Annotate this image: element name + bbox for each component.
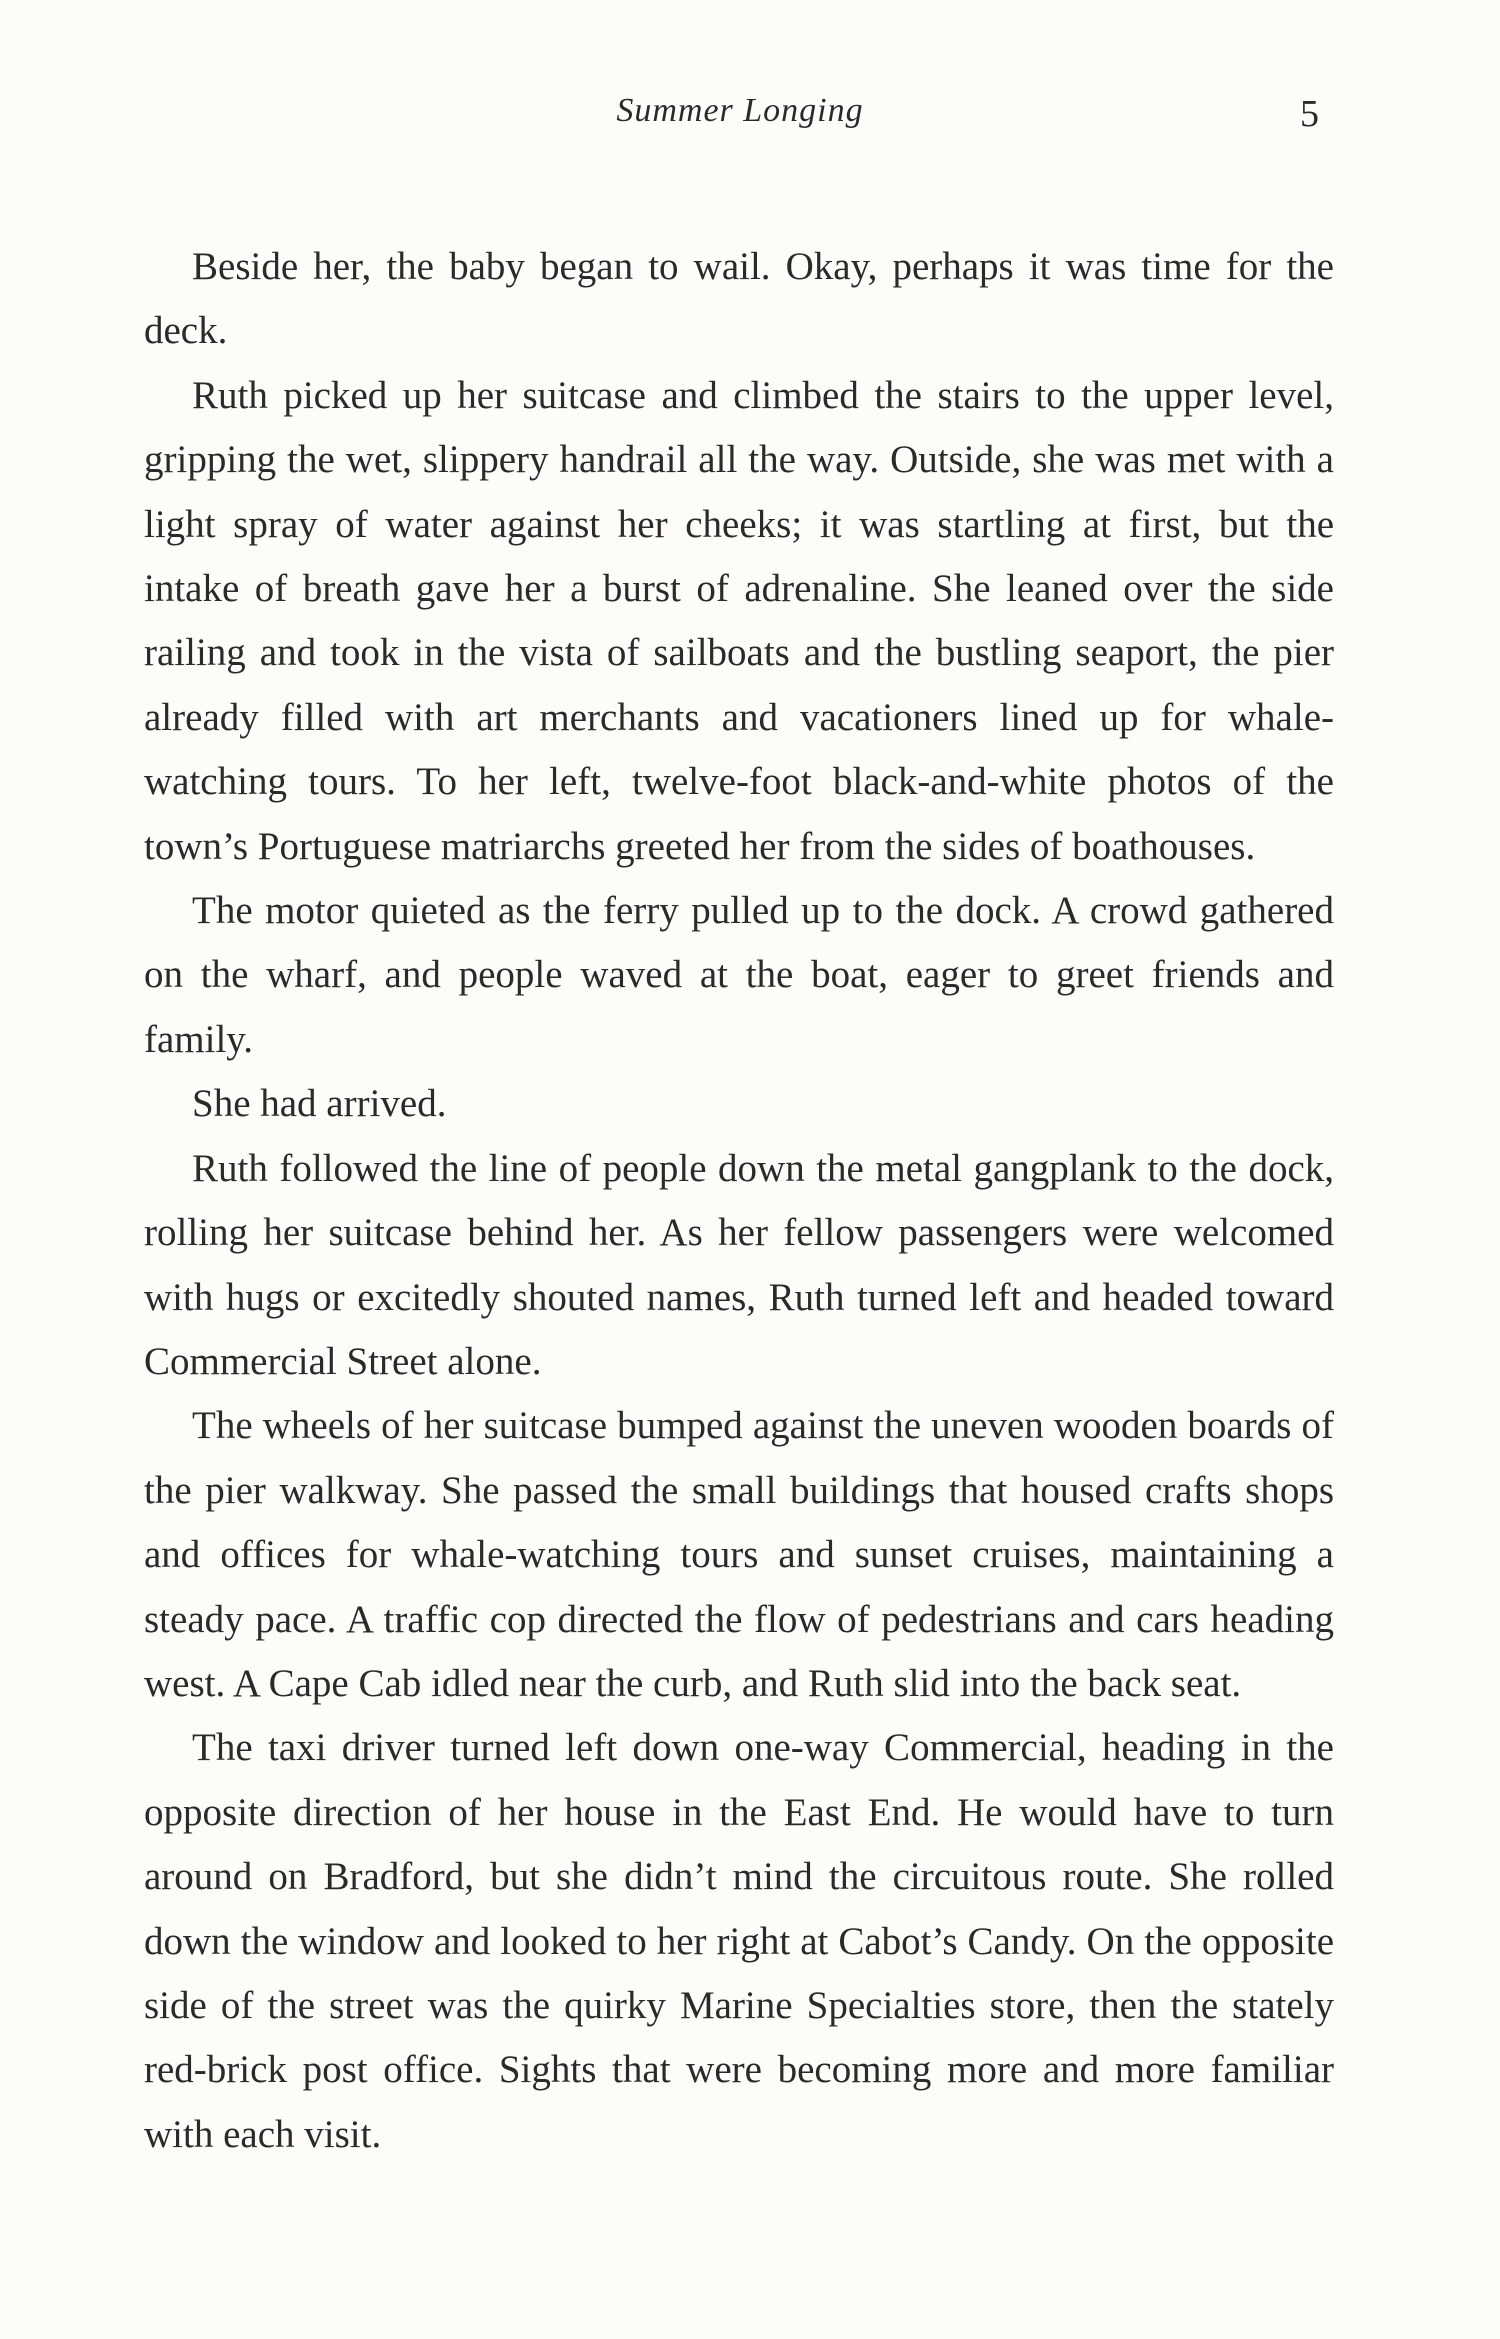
paragraph: Ruth followed the line of people down the metal gangplank to the dock, rolling her suitcase behind her. As her fellow passengers were welcomed with hugs or excitedly shouted names, Ruth turned left and headed toward Commercial Street alone. bbox=[144, 1146, 1334, 1383]
paragraph: She had arrived. bbox=[192, 1082, 447, 1126]
page-number: 5 bbox=[1300, 93, 1319, 135]
paragraph: Ruth picked up her suitcase and climbed the stairs to the upper level, gripping the wet, slippery handrail all the way. Outside, she was met with a light spray of water against her cheeks; it was startling at first, but the intake of breath gave her a burst of adrenaline. She leaned over the side railing and took in the vista of sailboats and the bustling seaport, the pier already filled with art merchants and vacationers lined up for whale-watching tours. To her left, twelve-foot black-and-white photos of the town’s Portuguese matriarchs greeted her from the sides of boathouses. bbox=[144, 373, 1334, 868]
paragraph: The motor quieted as the ferry pulled up to the dock. A crowd gathered on the wharf, and people waved at the boat, eager to greet friends and family. bbox=[144, 889, 1334, 1061]
running-head bbox=[0, 92, 1500, 148]
paragraph: Beside her, the baby began to wail. Okay, perhaps it was time for the deck. bbox=[144, 245, 1334, 353]
body-text bbox=[144, 235, 1334, 2167]
paragraph: The taxi driver turned left down one-way Commercial, heading in the opposite direction of her house in the East End. He would have to turn around on Bradford, but she didn’t mind the circuitous route. She rolled down the window and looked to her right at Cabot’s Candy. On the opposite side of the street was the quirky Marine Specialties store, then the stately red-brick post office. Sights that were becoming more and more familiar with each visit. bbox=[144, 1726, 1334, 2156]
running-title: Summer Longing bbox=[616, 92, 864, 129]
paragraph: The wheels of her suitcase bumped against the uneven wooden boards of the pier walkway. She passed the small buildings that housed crafts shops and offices for whale-watching tours and sunset cruises, maintaining a steady pace. A traffic cop directed the flow of pedestrians and cars heading west. A Cape Cab idled near the curb, and Ruth slid into the back seat. bbox=[144, 1404, 1334, 1705]
